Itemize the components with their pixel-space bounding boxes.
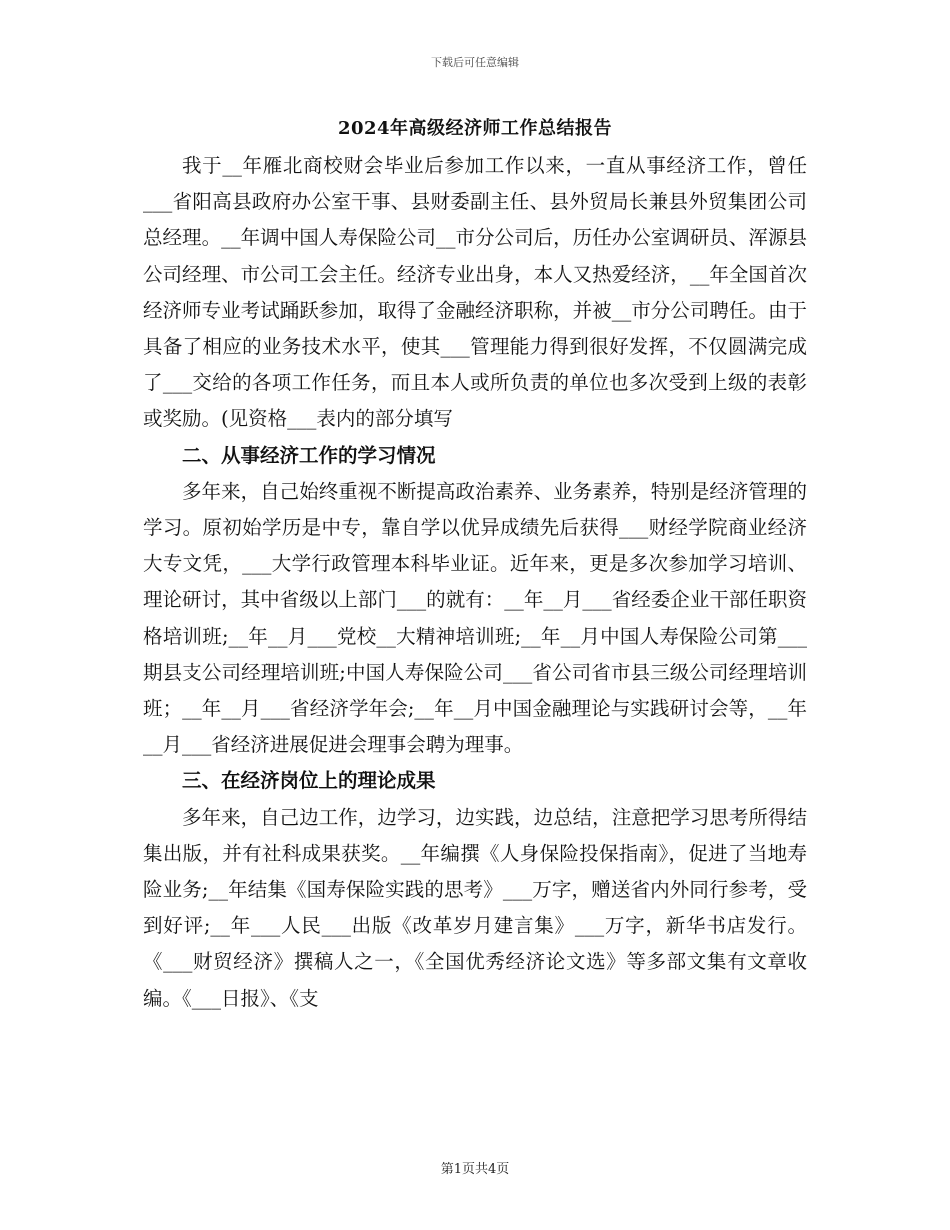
document-body: [143, 148, 807, 1017]
header-note: 下载后可任意编辑: [431, 56, 519, 69]
paragraph-2: 多年来，自己始终重视不断提高政治素养、业务素养，特别是经济管理的学习。原初始学历是中专，靠自学以优异成绩先后获得___财经学院商业经济大专文凭，___大学行政管理本科毕业证。近年来，更是多次参加学习培训、理论研讨，其中省级以上部门___的就有：__年__月___省经委企业干部任职资格培训班;__年__月___党校__大精神培训班;__年__月中国人寿保险公司第___期县支公司经理培训班;中国人寿保险公司___省公司省市县三级公司经理培训班；__年__月___省经济学年会;__年__月中国金融理论与实践研讨会等，__年__月___省经济进展促进会理事会聘为理事。: [143, 479, 807, 757]
section-heading-2: 二、从事经济工作的学习情况: [182, 443, 436, 467]
paragraph-3: 多年来，自己边工作，边学习，边实践，边总结，注意把学习思考所得结集出版，并有社科成果获奖。__年编撰《人身保险投保指南》，促进了当地寿险业务;__年结集《国寿保险实践的思考》___万字，赠送省内外同行参考，受到好评;__年___人民___出版《改革岁月建言集》___万字，新华书店发行。《___财贸经济》撰稿人之一，《全国优秀经济论文选》等多部文集有文章收编。《___日报》、《支: [143, 805, 807, 1010]
paragraph-1: 我于__年雁北商校财会毕业后参加工作以来，一直从事经济工作，曾任___省阳高县政府办公室干事、县财委副主任、县外贸局长兼县外贸集团公司总经理。__年调中国人寿保险公司__市分公司后，历任办公室调研员、浑源县公司经理、市公司工会主任。经济专业出身，本人又热爱经济，__年全国首次经济师专业考试踊跃参加，取得了金融经济职称，并被__市分公司聘任。由于具备了相应的业务技术水平，使其___管理能力得到很好发挥，不仅圆满完成了___交给的各项工作任务，而且本人或所负责的单位也多次受到上级的表彰或奖励。(见资格___表内的部分填写: [143, 154, 807, 431]
section-heading-3: 三、在经济岗位上的理论成果: [182, 769, 436, 793]
page-number: 第1页共4页: [440, 1162, 510, 1177]
document-title: 2024年高级经济师工作总结报告: [337, 118, 613, 139]
